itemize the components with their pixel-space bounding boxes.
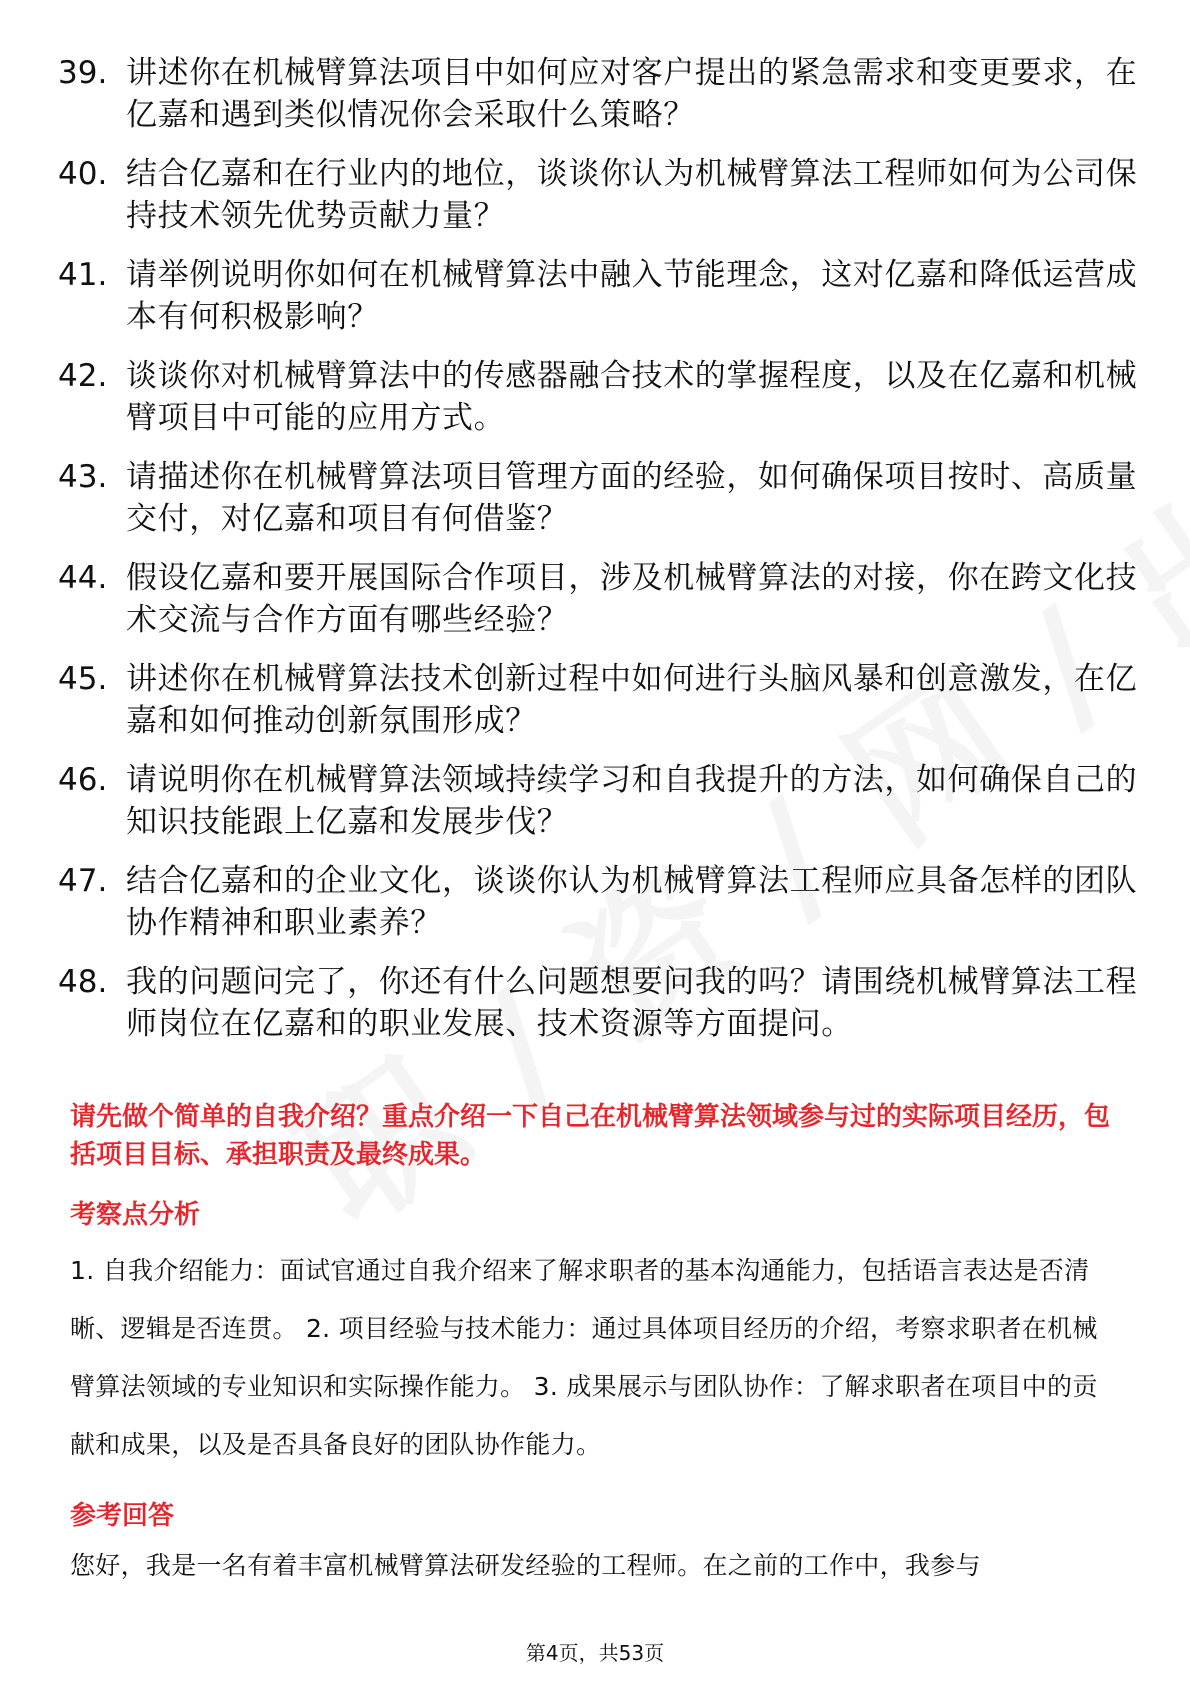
question-number: 41. [58,257,108,293]
question-text: 讲述你在机械臂算法技术创新过程中如何进行头脑风暴和创意激发，在亿嘉和如何推动创新氛围形成？ [126,661,1138,739]
page-footer: 第4页，共53页 [525,1641,665,1665]
question-text: 讲述你在机械臂算法项目中如何应对客户提出的紧急需求和变更要求，在亿嘉和遇到类似情况你会采取什么策略？ [126,55,1138,133]
question-text: 谈谈你对机械臂算法中的传感器融合技术的掌握程度，以及在亿嘉和机械臂项目中可能的应用方式。 [126,358,1138,436]
question-number: 44. [58,560,108,596]
question-text: 请描述你在机械臂算法项目管理方面的经验，如何确保项目按时、高质量交付，对亿嘉和项目有何借鉴？ [126,459,1138,537]
analysis-heading: 考察点分析 [70,1200,201,1230]
question-list [58,52,1138,1062]
question-item [58,961,1138,1045]
question-item [58,658,1138,742]
question-number: 46. [58,762,108,798]
question-item [58,860,1138,944]
question-number: 40. [58,156,108,192]
question-number: 45. [58,661,108,697]
answer-text: 您好，我是一名有着丰富机械臂算法研发经验的工程师。在之前的工作中，我参与 [70,1551,981,1580]
question-number: 47. [58,863,108,899]
question-number: 42. [58,358,108,394]
question-text: 请举例说明你如何在机械臂算法中融入节能理念，这对亿嘉和降低运营成本有何积极影响？ [126,257,1138,335]
question-item [58,355,1138,439]
question-item [58,456,1138,540]
question-text: 结合亿嘉和在行业内的地位，谈谈你认为机械臂算法工程师如何为公司保持技术领先优势贡献力量？ [126,156,1138,234]
question-number: 43. [58,459,108,495]
question-item [58,759,1138,843]
question-item [58,52,1138,136]
question-item [58,254,1138,338]
featured-question: 请先做个简单的自我介绍？重点介绍一下自己在机械臂算法领域参与过的实际项目经历，包括项目目标、承担职责及最终成果。 [70,1102,1111,1170]
question-number: 39. [58,55,108,91]
question-number: 48. [58,964,108,1000]
question-text: 请说明你在机械臂算法领域持续学习和自我提升的方法，如何确保自己的知识技能跟上亿嘉和发展步伐？ [126,762,1138,840]
question-text: 我的问题问完了，你还有什么问题想要问我的吗？请围绕机械臂算法工程师岗位在亿嘉和的职业发展、技术资源等方面提问。 [126,964,1138,1042]
analysis-text: 1. 自我介绍能力：面试官通过自我介绍来了解求职者的基本沟通能力，包括语言表达是否清晰、逻辑是否连贯。 2. 项目经验与技术能力：通过具体项目经历的介绍，考察求职者在机械臂算法领域的专业知识和实际操作能力。 3. 成果展示与团队协作：了解求职者在项目中的贡献和成果，以及是否具备良好的团队协作能力。 [70,1256,1098,1459]
answer-heading: 参考回答 [70,1501,175,1531]
question-item [58,557,1138,641]
question-text: 假设亿嘉和要开展国际合作项目，涉及机械臂算法的对接，你在跨文化技术交流与合作方面有哪些经验？ [126,560,1138,638]
question-item [58,153,1138,237]
question-text: 结合亿嘉和的企业文化，谈谈你认为机械臂算法工程师应具备怎样的团队协作精神和职业素养？ [126,863,1138,941]
